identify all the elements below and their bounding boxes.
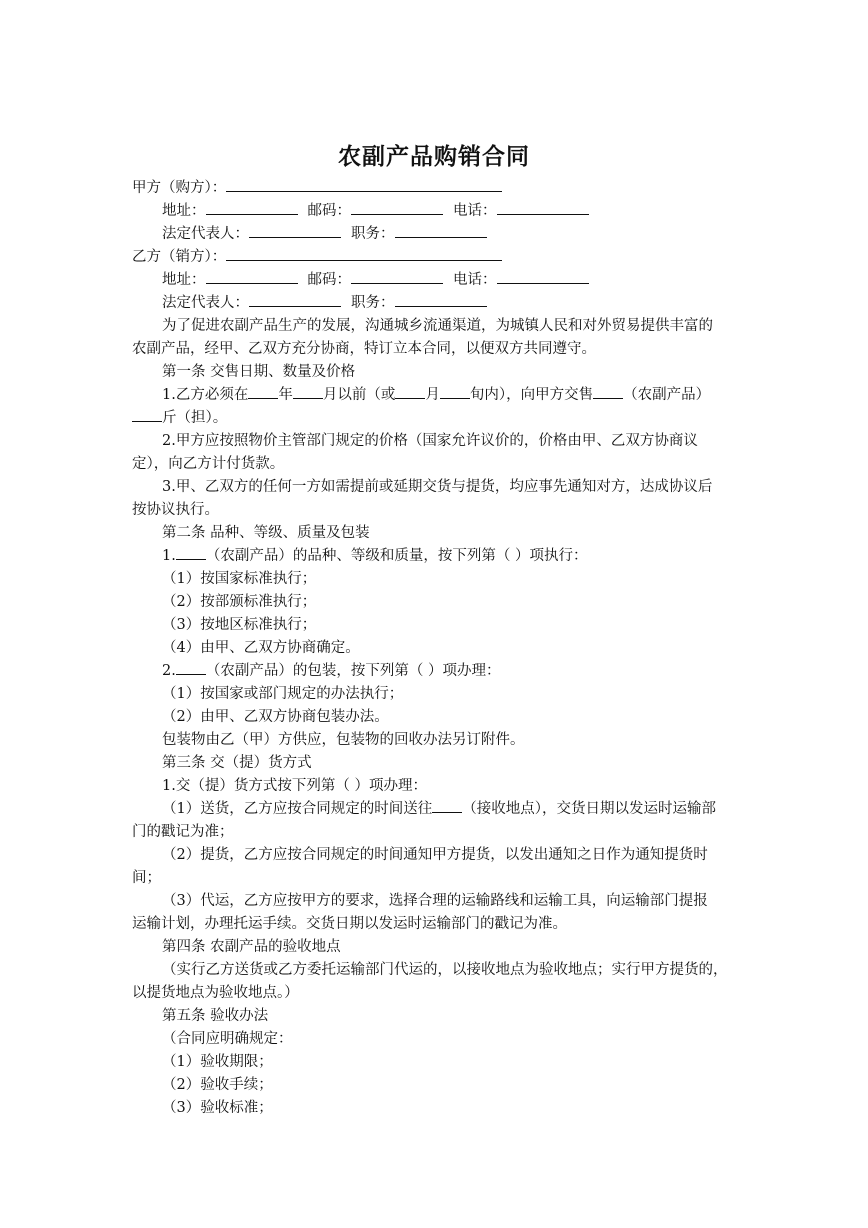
- article-5-option-3: （3）验收标准；: [162, 1100, 273, 1116]
- party-b-address-label: 地址：: [162, 272, 206, 288]
- article-3-option-1-cont: 门的戳记为准；: [132, 824, 234, 840]
- article-5-heading: 第五条 验收办法: [162, 1008, 269, 1024]
- text-segment: （农副产品）的包装，按下列第（ ）项办理：: [205, 663, 501, 679]
- party-b-rep-line: [162, 291, 487, 315]
- preamble-line-1: 为了促进农副产品生产的发展，沟通城乡流通渠道，为城镇人民和对外贸易提供丰富的: [162, 318, 713, 334]
- article-2-clause-1: [162, 544, 587, 568]
- article-2-heading: 第二条 品种、等级、质量及包装: [162, 525, 370, 541]
- party-a-phone-blank: [497, 199, 589, 215]
- preamble-line-2: 农副产品，经甲、乙双方充分协商，特订立本合同，以便双方共同遵守。: [132, 341, 596, 357]
- document-title: 农副产品购销合同: [338, 143, 530, 170]
- product-blank: [176, 659, 206, 675]
- party-a-rep-line: [162, 222, 487, 246]
- article-2-clause-2: [162, 659, 500, 683]
- party-a-line: [132, 176, 502, 200]
- text-segment: 1.: [162, 548, 176, 564]
- year-blank: [248, 383, 278, 399]
- article-1-clause-1-cont: [132, 406, 227, 430]
- text-segment: （农副产品）: [623, 387, 711, 403]
- party-b-position-label: 职务：: [351, 295, 395, 311]
- party-a-position-blank: [395, 222, 487, 238]
- article-3-option-2-line-2: 间；: [132, 870, 161, 886]
- text-segment: 2.: [162, 663, 176, 679]
- party-a-rep-label: 法定代表人：: [162, 226, 249, 242]
- article-2-option-3: （3）按地区标准执行；: [162, 617, 317, 633]
- text-segment: （农副产品）的品种、等级和质量，按下列第（ ）项执行：: [205, 548, 588, 564]
- text-segment: （接收地点），交货日期以发运时运输部: [462, 801, 716, 817]
- article-4-heading: 第四条 农副产品的验收地点: [162, 939, 341, 955]
- party-b-address-blank: [206, 268, 298, 284]
- article-2-option-4: （4）由甲、乙双方协商确定。: [162, 640, 360, 656]
- article-2-option-1: （1）按国家标准执行；: [162, 571, 317, 587]
- party-b-position-blank: [395, 291, 487, 307]
- article-2-pack-option-1: （1）按国家或部门规定的办法执行；: [162, 686, 404, 702]
- party-a-label: 甲方（购方）：: [132, 180, 227, 196]
- party-b-postcode-blank: [351, 268, 443, 284]
- article-3-heading: 第三条 交（提）货方式: [162, 755, 312, 771]
- product-blank: [176, 544, 206, 560]
- product-blank: [593, 383, 623, 399]
- party-a-blank: [226, 176, 502, 192]
- article-5-option-2: （2）验收手续；: [162, 1077, 273, 1093]
- article-5-option-1: （1）验收期限；: [162, 1054, 273, 1070]
- text-segment: （1）送货，乙方应按合同规定的时间送往: [162, 801, 433, 817]
- article-2-pack-option-2: （2）由甲、乙双方协商包装办法。: [162, 709, 389, 725]
- party-b-phone-label: 电话：: [453, 272, 497, 288]
- article-1-clause-2-line-2: 定），向乙方计付货款。: [132, 456, 285, 472]
- party-b-label: 乙方（销方）：: [132, 249, 227, 265]
- party-b-line: [132, 245, 502, 269]
- article-3-clause-1: 1.交（提）货方式按下列第（ ）项办理：: [162, 778, 427, 794]
- party-a-phone-label: 电话：: [453, 203, 497, 219]
- party-a-address-blank: [206, 199, 298, 215]
- article-5-line-1: （合同应明确规定：: [162, 1031, 293, 1047]
- month-blank: [293, 383, 323, 399]
- party-a-position-label: 职务：: [351, 226, 395, 242]
- party-b-postcode-label: 邮码：: [307, 272, 351, 288]
- article-2-option-2: （2）按部颁标准执行；: [162, 594, 317, 610]
- article-1-clause-3-line-1: 3.甲、乙双方的任何一方如需提前或延期交货与提货，均应事先通知对方，达成协议后: [162, 479, 713, 495]
- text-segment: 1.乙方必须在: [162, 387, 249, 403]
- party-b-rep-label: 法定代表人：: [162, 295, 249, 311]
- location-blank: [432, 797, 462, 813]
- text-segment: 年: [278, 387, 293, 403]
- text-segment: 月: [425, 387, 440, 403]
- quantity-blank: [132, 406, 162, 422]
- article-3-option-2-line-1: （2）提货，乙方应按合同规定的时间通知甲方提货，以发出通知之日作为通知提货时: [162, 847, 708, 863]
- article-4-line-2: 以提货地点为验收地点。）: [132, 985, 299, 1001]
- party-a-rep-blank: [249, 222, 341, 238]
- text-segment: 旬内），向甲方交售: [469, 387, 594, 403]
- party-a-address-label: 地址：: [162, 203, 206, 219]
- month-blank: [395, 383, 425, 399]
- article-1-clause-2-line-1: 2.甲方应按照物价主管部门规定的价格（国家允许议价的，价格由甲、乙双方协商议: [162, 433, 698, 449]
- party-b-rep-blank: [249, 291, 341, 307]
- article-3-option-3-line-2: 运输计划，办理托运手续。交货日期以发运时运输部门的戳记为准。: [132, 916, 567, 932]
- party-a-address-line: [162, 199, 589, 223]
- party-b-address-line: [162, 268, 589, 292]
- party-a-postcode-blank: [351, 199, 443, 215]
- article-1-clause-3-line-2: 按协议执行。: [132, 502, 219, 518]
- party-b-phone-blank: [497, 268, 589, 284]
- party-b-blank: [226, 245, 502, 261]
- article-1-clause-1: [162, 383, 710, 407]
- article-4-line-1: （实行乙方送货或乙方委托运输部门代运的，以接收地点为验收地点；实行甲方提货的，: [162, 962, 728, 978]
- article-3-option-3-line-1: （3）代运，乙方应按甲方的要求，选择合理的运输路线和运输工具，向运输部门提报: [162, 893, 708, 909]
- article-1-heading: 第一条 交售日期、数量及价格: [162, 364, 356, 380]
- period-blank: [440, 383, 470, 399]
- text-segment: 斤（担）。: [162, 410, 228, 426]
- party-a-postcode-label: 邮码：: [307, 203, 351, 219]
- article-2-pack-note: 包装物由乙（甲）方供应，包装物的回收办法另订附件。: [162, 732, 525, 748]
- text-segment: 月以前（或: [322, 387, 396, 403]
- article-3-option-1: [162, 797, 716, 821]
